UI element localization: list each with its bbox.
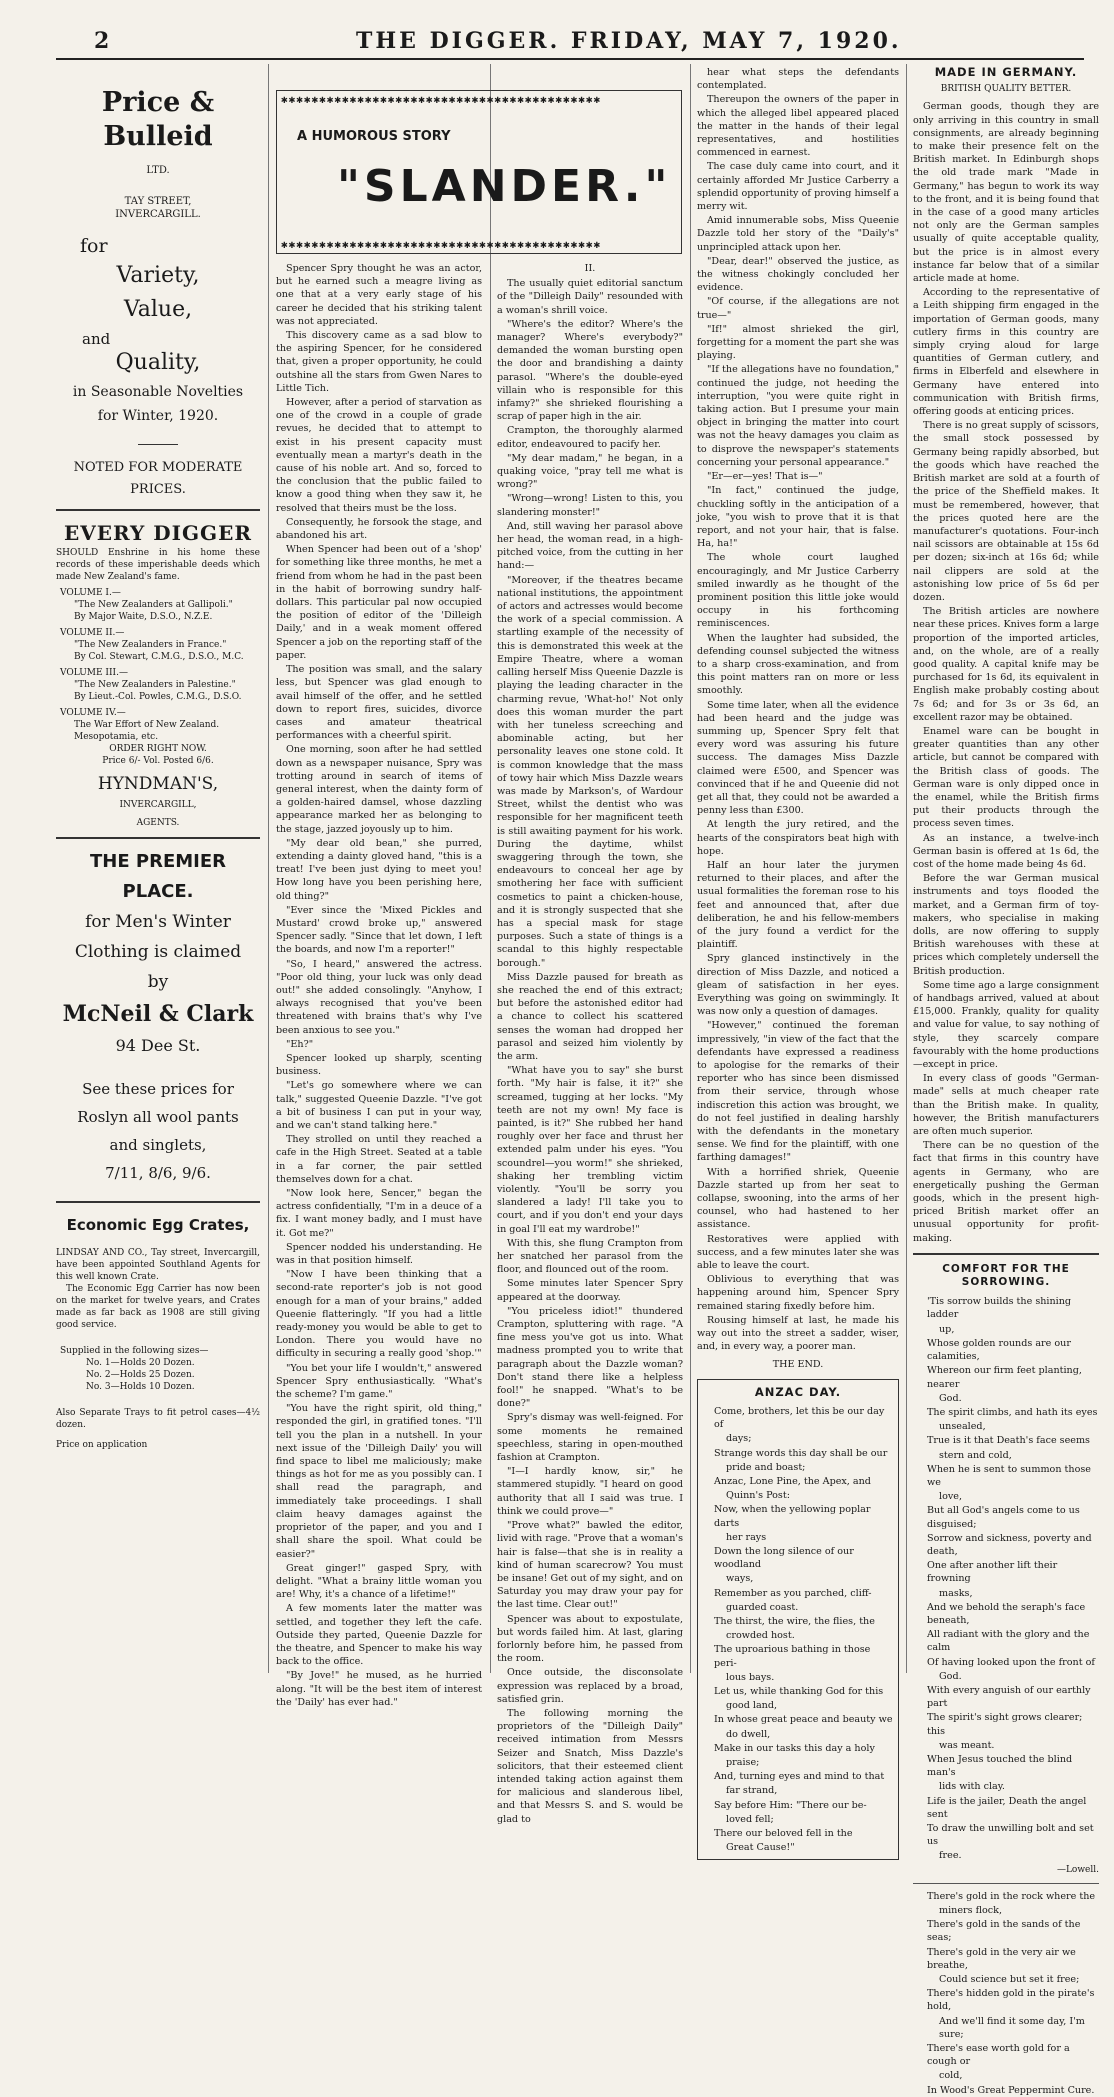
paragraph: "Now look here, Sencer," began the actress confidentially, "I'm in a deuce of a fix. I want money badly, and I must have it. Got me?" <box>276 1188 482 1239</box>
poem-line: When Jesus touched the blind man's <box>927 1753 1073 1779</box>
paragraph: Once outside, the disconsolate expression was replaced by a broad, satisfied grin. <box>497 1667 683 1705</box>
poem-line: pride and boast; <box>726 1461 806 1473</box>
story-end: THE END. <box>772 1358 824 1370</box>
paragraph: hear what steps the defendants contemplated. <box>697 67 899 92</box>
ad-text: and singlets, <box>109 1136 207 1155</box>
paragraph: And, still waving her parasol above her head, the woman read, in a high-pitched voice, from the cutting in her hand:— <box>497 520 683 572</box>
poem-line: There's gold in the rock where the <box>927 1890 1096 1902</box>
ad-text: LINDSAY AND CO., Tay street, Invercargill, have been appointed Southland Agents for this well known Crate. <box>56 1248 260 1283</box>
ad-title: Economic Egg Crates, <box>66 1216 250 1235</box>
paragraph: Great ginger!" gasped Spry, with delight. "What a brainy little woman you are! Why, it's a chance of a lifetime!" <box>276 1562 482 1601</box>
paragraph: The case duly came into court, and it certainly afforded Mr Justice Carberry a splendid opportunity of proving himself a merry wit. <box>697 161 899 213</box>
poem-line: Come, brothers, let this be our day of <box>714 1405 885 1431</box>
price-bulleid-ad <box>56 86 260 501</box>
story-column-2 <box>497 262 683 1825</box>
poem-line: Sorrow and sickness, poverty and death, <box>927 1532 1092 1557</box>
poem-line: The uproarious bathing in those peri- <box>714 1644 871 1669</box>
ad-text: Supplied in the following sizes— <box>60 1346 209 1357</box>
volume-title: "The New Zealanders in France." <box>74 640 227 651</box>
paragraph: "You bet your life I wouldn't," answered Spencer Spry enthusiastically. "What's the scheme? I'm game." <box>276 1362 482 1401</box>
poem-line: lous bays. <box>726 1671 775 1683</box>
volume-heading: VOLUME III.— <box>60 668 128 679</box>
paragraph: "However," continued the foreman impressively, "in view of the fact that the defendants have expressed a readiness to apologise for the remarks of their reporter who has since been dismissed from their service, through whose indiscretion this action was brought, we do not feel justified in dealing harshly with the defendants in the monetary sense. We find for the plaintiff, with one farthing damages!" <box>697 1020 899 1164</box>
volume-entry <box>56 707 260 743</box>
poem-line: cold, <box>939 2070 963 2082</box>
ad-text: Quality, <box>115 350 201 376</box>
poem-line: guarded coast. <box>726 1601 799 1613</box>
ad-prices: 7/11, 8/6, 9/6. <box>105 1164 211 1183</box>
paragraph: "Moreover, if the theatres became national institutions, the appointment of actors and actresses would become the work of a special commission. A startling example of the necessity of this is demonstrated this week at the Empire Theatre, where a woman calling herself Miss Queenie Dazzle is playing the leading character in the charming revue, 'What-ho!' Not only does this woman murder the part with her tuneless screeching and abominable acting, but her personality leaves one stone cold. It is common knowledge that the mass of towy hair which Miss Dazzle wears was made by Markson's, of Wardour Street, whilst the dentist who was responsible for her magnificent teeth is still awaiting payment for his work. During the daytime, whilst swaggering through the town, she endeavours to conceal her age by smothering her face with sufficient cosmetics to paint a chicken-house, and it is strongly suspected that she has a special mask for stage purposes. Such a state of things is a scandal to this highly respectable borough." <box>497 574 683 969</box>
paragraph: With this, she flung Crampton from her snatched her parasol from the floor, and flounced out of the room. <box>497 1237 683 1276</box>
paragraph: "In fact," continued the judge, chuckling softly in the anticipation of a joke, "you wish to prove that it is that report, and not your hair, that is false. Ha, ha!" <box>697 485 899 550</box>
volume-heading: VOLUME IV.— <box>60 708 126 719</box>
ad-address: 94 Dee St. <box>115 1036 201 1056</box>
ad-text: SHOULD Enshrine in his home these records of these imperishable deeds which made New Zealand's fame. <box>56 548 260 583</box>
paragraph: "Ever since the 'Mixed Pickles and Mustard' crowd broke up," answered Spencer sadly. "Since that let down, I left the boards, and now I'm a reporter!" <box>276 904 482 956</box>
paragraph: The whole court laughed encouragingly, and Mr Justice Carberry smiled inwardly as he thought of the prominent position this little joke would occupy in his forthcoming reminiscences. <box>697 552 899 630</box>
poem-line: ways, <box>726 1573 754 1585</box>
ad-text: NOTED FOR MODERATE PRICES. <box>73 460 243 498</box>
volume-title: "The New Zealanders in Palestine." <box>74 680 236 691</box>
size-item: No. 3—Holds 10 Dozen. <box>86 1382 195 1393</box>
paragraph: "So, I heard," answered the actress. "Poor old thing, your luck was only dead out!" she added consolingly. "Anyhow, I always recognised that you've been threatened with brains that's why I've been anxious to see you." <box>276 958 482 1036</box>
poem-line: But all God's angels come to us disguised; <box>927 1505 1080 1530</box>
paragraph: The following morning the proprietors of the "Dilleigh Daily" received intimation from Messrs Seizer and Snatch, Miss Dazzle's solicitors, that their esteemed client intended taking action against them for malicious and slanderous libel, and that Messrs S. and S. would be glad to <box>497 1707 683 1825</box>
volume-author: By Major Waite, D.S.O., N.Z.E. <box>74 612 213 623</box>
story-column-3 <box>697 66 899 1854</box>
right-column <box>913 65 1099 2096</box>
ad-title: THE PREMIER PLACE. <box>89 851 227 903</box>
paragraph: "Let's go somewhere where we can talk," suggested Queenie Dazzle. "I've got a bit of business I can put in your way, and we can't stand talking here." <box>276 1080 482 1131</box>
paragraph: "Eh?" <box>286 1038 314 1050</box>
paragraph: "Er—er—yes! That is—" <box>707 471 823 483</box>
article-subtitle: BRITISH QUALITY BETTER. <box>940 84 1072 95</box>
story-column-1 <box>276 262 482 1708</box>
paragraph: "Of course, if the allegations are not true—" <box>697 296 899 321</box>
paragraph: At length the jury retired, and the hearts of the conspirators beat high with hope. <box>697 819 899 857</box>
poem-line: do dwell, <box>726 1728 771 1740</box>
paragraph: The position was small, and the salary less, but Spencer was glad enough to avail himself of the offer, and he settled down to report fires, suicides, divorce cases and amateur theatrical performances with a cheerful spirit. <box>276 664 482 742</box>
paragraph: According to the representative of a Leith shipping firm engaged in the importation of German goods, many cutlery firms in this country are simply crying aloud for large quantities of German cutlery, and firms in Elberfeld and elsewhere in Germany have entered into communication with British firms, offering goods at enticing prices. <box>913 287 1099 418</box>
size-item: No. 2—Holds 25 Dozen. <box>86 1370 195 1381</box>
premier-place-ad <box>56 847 260 1187</box>
poem-line: good land, <box>726 1700 778 1712</box>
paragraph: In every class of goods "German-made" sells at much cheaper rate than the British make. In quality, however, the British manufacturers are often much superior. <box>913 1073 1099 1138</box>
section-number: II. <box>584 263 596 274</box>
column-rule <box>490 64 491 1673</box>
ad-town: INVERCARGILL, <box>119 800 197 811</box>
paragraph: There can be no question of the fact that firms in this country have agents in Germany, who are energetically pushing the German goods, which in the present high-priced British market offer an unusual opportunity for profit-making. <box>913 1140 1099 1244</box>
poem-line: In whose great peace and beauty we <box>714 1714 893 1726</box>
ad-town: INVERCARGILL. <box>115 209 201 221</box>
poem-line: 'Tis sorrow builds the shining ladder <box>927 1296 1072 1321</box>
masthead <box>56 22 1084 60</box>
paragraph: Restoratives were applied with success, and a few minutes later she was able to leave the court. <box>697 1233 899 1272</box>
ad-text: Price on application <box>56 1440 148 1451</box>
poem-line: The spirit climbs, and hath its eyes <box>927 1406 1098 1418</box>
poem-title: COMFORT FOR THE SORROWING. <box>942 1262 1070 1289</box>
story-title: "SLANDER." <box>337 161 672 212</box>
poem-line: loved fell; <box>726 1813 774 1825</box>
paragraph: With a horrified shriek, Queenie Dazzle started up from her seat to collapse, swooning, into the arms of her counsel, who had hastened to her assistance. <box>697 1166 899 1231</box>
poem-line: crowded host. <box>726 1630 795 1642</box>
poem-line: up, <box>939 1323 955 1335</box>
paragraph: Some time ago a large consignment of handbags arrived, valued at about £15,000. Frankly, quality for quality and value for value, to say nothing of style, they scarcely compare favourably with the home productions—except in price. <box>913 979 1099 1071</box>
poem-line: The thirst, the wire, the flies, the <box>714 1615 875 1627</box>
divider <box>913 1883 1099 1884</box>
paragraph: Rousing himself at last, he made his way out into the street a sadder, wiser, and, in every way, a poorer man. <box>697 1314 899 1353</box>
star-border: ✱✱✱✱✱✱✱✱✱✱✱✱✱✱✱✱✱✱✱✱✱✱✱✱✱✱✱✱✱✱✱✱✱✱✱✱✱✱✱✱✱✱ <box>281 238 602 251</box>
paragraph: The British articles are nowhere near these prices. Knives form a large proportion of the imported articles, and, on the whole, are of a really good quality. A capital knife may be purchased for 1s 6d, its equivalent in English make probably costing about 7s 6d; and for 3s or 3s 6d, an excellent razor may be obtained. <box>913 606 1099 723</box>
ad-text: Roslyn all wool pants <box>77 1108 239 1127</box>
poem-line: Down the long silence of our woodland <box>714 1545 854 1571</box>
poem-line: Whereon our firm feet planting, nearer <box>927 1365 1082 1390</box>
article-title: MADE IN GERMANY. <box>934 65 1078 79</box>
paragraph: However, after a period of starvation as one of the crowd in a couple of grade revues, he decided that to attempt to exist in his present capacity must eventually mean a martyr's death in the cause of his noble art. And so, forced to the conclusion that the public failed to know a good thing when they saw it, he resolved that theirs must be the loss. <box>276 397 482 514</box>
ad-text: Price 6/- Vol. Posted 6/6. <box>102 756 214 767</box>
paragraph: Oblivious to everything that was happening around him, Spencer Spry remained staring fixedly before him. <box>697 1274 899 1312</box>
paragraph: Some minutes later Spencer Spry appeared at the doorway. <box>497 1278 683 1303</box>
ad-text: Also Separate Trays to fit petrol cases—4½ dozen. <box>56 1408 260 1431</box>
paragraph: There is no great supply of scissors, the small stock possessed by Germany being rapidly absorbed, but the goods which have reached the British market are sold at a fourth of the price of the Sheffield makes. It must be remembered, however, that the prices quoted here are the manufacturer's quotations. Four-inch nail scissors are obtainable at 15s 6d per dozen; six-inch at 16s 6d; while nail clippers are sold at the astonishing low price of 5s 6d per dozen. <box>913 420 1099 603</box>
anzac-poem-box <box>697 1379 899 1861</box>
poem-line: Quinn's Post: <box>726 1490 790 1502</box>
paragraph: "Wrong—wrong! Listen to this, you slandering monster!" <box>497 493 683 518</box>
poem-line: stern and cold, <box>939 1449 1012 1461</box>
poem-line: Of having looked upon the front of <box>927 1656 1095 1668</box>
paragraph: "If!" almost shrieked the girl, forgetting for a moment the part she was playing. <box>697 323 899 362</box>
poem-line: God. <box>939 1392 962 1404</box>
ad-text: for <box>80 234 108 257</box>
poem-line: To draw the unwilling bolt and set us <box>927 1823 1094 1848</box>
poem-line: Remember as you parched, cliff- <box>714 1587 872 1599</box>
poem-line: Let us, while thanking God for this <box>714 1685 884 1697</box>
paragraph: "Now I have been thinking that a second-rate reporter's job is not good enough for a man of your brains," added Queenie flatteringly. "If you had a little ready-money you would be able to get to London. There you would have no difficulty in securing a really good 'shop.'" <box>276 1269 482 1360</box>
paragraph: "By Jove!" he mused, as he hurried along. "It will be the best item of interest the 'Daily' has ever had." <box>276 1670 482 1708</box>
paragraph: Consequently, he forsook the stage, and abandoned his art. <box>276 516 482 542</box>
poem-line: unsealed, <box>939 1421 986 1433</box>
egg-crates-ad <box>56 1211 260 1451</box>
story-title-box <box>276 90 682 254</box>
every-digger-ad <box>56 519 260 829</box>
poem-line: far strand, <box>726 1785 778 1797</box>
masthead-title: THE DIGGER. FRIDAY, MAY 7, 1920. <box>356 28 902 54</box>
paragraph: A few moments later the matter was settled, and together they left the cafe. Outside they parted, Queenie Dazzle for the theatre, and Spencer to make his way back to the office. <box>276 1603 482 1668</box>
poem-line: masks, <box>939 1587 973 1599</box>
story-column-3-body <box>697 66 899 1354</box>
ad-text: Clothing is claimed <box>74 942 242 963</box>
poem-line: Make in our tasks this day a holy <box>714 1742 875 1754</box>
poem-line: days; <box>726 1433 752 1445</box>
divider <box>56 1201 260 1203</box>
poem-line: Strange words this day shall be our <box>714 1447 888 1459</box>
anzac-poem <box>700 1405 896 1855</box>
poem-line: There's gold in the sands of the seas; <box>927 1919 1081 1944</box>
ad-address: TAY STREET, <box>124 196 192 208</box>
poem-line: And we behold the seraph's face beneath, <box>927 1601 1086 1626</box>
paragraph: "My dear old bean," she purred, extending a dainty gloved hand, "this is a treat! I've been just dying to meet you! How long have you been perishing here, old thing?" <box>276 837 482 902</box>
paragraph: Thereupon the owners of the paper in which the alleged libel appeared placed the matter in the hands of their legal representatives, and hostilities commenced in earnest. <box>697 94 899 159</box>
paragraph: "Where's the editor? Where's the manager? Where's everybody?" demanded the woman bursting open the door and brandishing a dainty parasol. "Where's the double-eyed villain who is responsible for this infamy?" she shrieked flourishing a scrap of paper high in the air. <box>497 318 683 423</box>
story-kicker: A HUMOROUS STORY <box>297 129 451 144</box>
poem-line: Now, when the yellowing poplar darts <box>714 1504 871 1529</box>
paragraph: "Prove what?" bawled the editor, livid with rage. "Prove that a woman's hair is false—that she is in reality a kind of human scarecrow? You must be insane! Get out of my sight, and on Saturday you may draw your pay for the last time. Clear out!" <box>497 1520 683 1611</box>
poem-line: her rays <box>726 1531 767 1543</box>
volume-entry <box>56 667 260 703</box>
poem-line: Life is the jailer, Death the angel sent <box>927 1795 1087 1820</box>
paragraph: Spry's dismay was well-feigned. For some moments he remained speechless, staring in open-mouthed fashion at Crampton. <box>497 1412 683 1464</box>
ad-text: The Economic Egg Carrier has now been on the market for twelve years, and Crates made as far back as 1908 are still giving good service. <box>56 1284 260 1331</box>
paragraph: When Spencer had been out of a 'shop' for something like three months, he met a friend from whom he had in the past been in the habit of borrowing sundry half-dollars. This particular pal now occupied the position of editor of the 'Dilleigh Daily,' and in a weak moment offered Spencer a job on the reporting staff of the paper. <box>276 544 482 661</box>
paragraph: "I—I hardly know, sir," he stammered stupidly. "I heard on good authority that all I said was true. I think we could prove—" <box>497 1466 683 1517</box>
paragraph: Some time later, when all the evidence had been heard and the judge was summing up, Spencer Spry felt that every word was assuring his future success. The damages Miss Dazzle claimed were £500, and Spencer was convinced that if he and Queenie did not get all that, they could not be awarded a penny less than £300. <box>697 699 899 817</box>
paragraph: "You priceless idiot!" thundered Crampton, spluttering with rage. "A fine mess you've got us into. What madness prompted you to write that paragraph about the Dazzle woman? Don't stand there like a helpless fool!" he snapped. "What's to be done?" <box>497 1305 683 1410</box>
poem-line: There's gold in the very air we breathe, <box>927 1946 1076 1971</box>
story-column-2-body <box>497 277 683 1826</box>
ad-firm-name: McNeil & Clark <box>62 1001 254 1028</box>
ad-text: See these prices for <box>82 1080 234 1099</box>
paragraph: Spencer was about to expostulate, but words failed him. At last, glaring forlornly before him, he passed from the room. <box>497 1613 683 1665</box>
divider <box>138 444 178 445</box>
poem-line: miners flock, <box>939 1905 1002 1917</box>
poem-line: love, <box>939 1491 962 1503</box>
paragraph: "What have you to say" she burst forth. "My hair is false, it it?" she screamed, tugging at her locks. "My teeth are not my own! My face is painted, is it?" She rubbed her hand roughly over her face and thrust her extended palm under his eyes. "You scoundrel—you worm!" she shrieked, shaking her trembling victim violently. "You'll be sorry you slandered a lady! I'll take you to court, and if you don't end your days in goal I'll eat my wardrobe!" <box>497 1065 683 1235</box>
volume-title: The War Effort of New Zealand. <box>74 720 220 731</box>
volume-heading: VOLUME II.— <box>60 628 125 639</box>
gold-verse <box>913 1890 1099 2097</box>
paragraph: Crampton, the thoroughly alarmed editor, endeavoured to pacify her. <box>497 425 683 450</box>
poem-line: God. <box>939 1670 962 1682</box>
volume-entry <box>56 627 260 663</box>
paragraph: Spry glanced instinctively in the direction of Miss Dazzle, and noticed a gleam of satisfaction in her eyes. Everything was going on swimmingly. It was now only a question of damages. <box>697 953 899 1018</box>
size-item: No. 1—Holds 20 Dozen. <box>86 1358 195 1369</box>
paragraph: Spencer looked up sharply, scenting business. <box>276 1052 482 1078</box>
poem-line: All radiant with the glory and the calm <box>927 1629 1090 1654</box>
paragraph: Miss Dazzle paused for breath as she reached the end of this extract; but before the astonished editor had a chance to collect his scattered senses the woman had dropped her parasol and seized him violently by the arm. <box>497 971 683 1062</box>
paragraph: The usually quiet editorial sanctum of the "Dilleigh Daily" resounded with a woman's shrill voice. <box>497 278 683 316</box>
paragraph: Amid innumerable sobs, Miss Queenie Dazzle told her story of the "Daily's" unprincipled attack upon her. <box>697 215 899 253</box>
poem-line: In Wood's Great Peppermint Cure. <box>927 2084 1095 2096</box>
page-number: 2 <box>94 28 110 54</box>
ad-text: in Seasonable Novelties <box>72 384 244 401</box>
ad-title: EVERY DIGGER <box>64 521 252 546</box>
poem-line: Whose golden rounds are our calamities, <box>927 1337 1071 1363</box>
poem-line: Could science but set it free; <box>939 1974 1080 1986</box>
ad-text: and <box>82 329 111 348</box>
ad-firm-name: Price & Bulleid <box>101 87 215 152</box>
volume-heading: VOLUME I.— <box>60 588 121 599</box>
volume-title: "The New Zealanders at Gallipoli." <box>74 600 233 611</box>
paragraph: One morning, soon after he had settled down as a newspaper nuisance, Spry was trotting around in search of items of general interest, when the dainty form of a golden-haired damsel, whose dazzling appearance marked her as belonging to the stage, jazzed joyously up to him. <box>276 744 482 835</box>
poem-line: free. <box>939 1850 962 1862</box>
poem-line: praise; <box>726 1756 760 1768</box>
volume-author: By Col. Stewart, C.M.G., D.S.O., M.C. <box>74 652 244 663</box>
divider <box>56 509 260 511</box>
paragraph: This discovery came as a sad blow to the aspiring Spencer, for he considered that, given a proper opportunity, he could outshine all the stars from Gwen Nares to Little Tich. <box>276 330 482 394</box>
paragraph: Before the war German musical instruments and toys flooded the market, and a German firm of toy-makers, who specialise in making dolls, are now offering to supply British warehouses with these at prices which completely undersell the British production. <box>913 873 1099 977</box>
comfort-poem <box>913 1295 1099 1862</box>
poem-line: Say before Him: "There our be- <box>714 1799 867 1811</box>
ad-text: Value, <box>123 296 193 322</box>
poem-line: With every anguish of our earthly part <box>927 1684 1091 1710</box>
paragraph: Half an hour later the jurymen returned to their places, and after the usual formalities the foreman rose to his feet and announced that, after due deliberation, he and his fellow-members of the jury found a verdict for the plaintiff. <box>697 859 899 951</box>
paragraph: As an instance, a twelve-inch German basin is offered at 1s 6d, the cost of the home made being 4s 6d. <box>913 832 1099 870</box>
poem-line: Anzac, Lone Pine, the Apex, and <box>714 1475 871 1487</box>
poem-line: Great Cause!" <box>726 1842 795 1854</box>
poem-author: —Lowell. <box>1056 1864 1099 1875</box>
column-rule <box>906 64 907 1673</box>
ad-text: AGENTS. <box>136 818 180 829</box>
poem-line: There's ease worth gold for a cough or <box>927 2043 1070 2068</box>
poem-line: True is it that Death's face seems <box>927 1435 1090 1447</box>
poem-line: was meant. <box>939 1739 995 1751</box>
paragraph: "My dear madam," he began, in a quaking voice, "pray tell me what is wrong?" <box>497 452 683 491</box>
ad-firm-name: HYNDMAN'S, <box>97 774 219 795</box>
volume-entry <box>56 587 260 623</box>
ad-text: by <box>147 972 169 993</box>
ad-text: for Men's Winter <box>85 912 231 933</box>
germany-article <box>913 100 1099 1244</box>
ad-text: ORDER RIGHT NOW. <box>109 744 207 755</box>
poem-line: When he is sent to summon those we <box>927 1463 1091 1488</box>
paragraph: Spencer nodded his understanding. He was in that position himself. <box>276 1241 482 1267</box>
paragraph: They strolled on until they reached a cafe in the High Street. Seated at a table in a far corner, the pair settled themselves down for a chat. <box>276 1134 482 1185</box>
poem-line: And we'll find it some day, I'm sure; <box>939 2015 1085 2040</box>
ad-text: Variety, <box>116 262 200 288</box>
paragraph: Enamel ware can be bought in greater quantities than any other article, but cannot be compared with the British class of goods. The German ware is only dipped once in the enamel, while the British firms put their products through the process seven times. <box>913 725 1099 830</box>
paragraph: "Dear, dear!" observed the justice, as the witness chokingly concluded her evidence. <box>697 255 899 294</box>
paragraph: When the laughter had subsided, the defending counsel subjected the witness to a sharp cross-examination, and from this point matters ran on more or less smoothly. <box>697 632 899 697</box>
poem-line: There's hidden gold in the pirate's hold, <box>927 1988 1095 2013</box>
paragraph: German goods, though they are only arriving in this country in small consignments, are already beginning to make their presence felt on the British market. In Edinburgh shops the old trade mark "Made in Germany," has begun to work its way to the front, and it is being found that in the case of a good many articles not only are the German samples usually of quite acceptable quality, but the price is in almost every instance far below that of a similar article made at home. <box>913 101 1099 285</box>
poem-line: One after another lift their frowning <box>927 1560 1058 1585</box>
poem-line: There our beloved fell in the <box>714 1828 853 1839</box>
volume-author: By Lieut.-Col. Powles, C.M.G., D.S.O. <box>74 692 242 703</box>
ad-text: for Winter, 1920. <box>97 408 219 425</box>
ads-column <box>56 66 260 1672</box>
poem-title: ANZAC DAY. <box>754 1384 842 1399</box>
poem-line: The spirit's sight grows clearer; this <box>927 1712 1083 1737</box>
paragraph: "You have the right spirit, old thing," responded the girl, in gratified tones. "I'll tell you the plan in a nutshell. In your next issue of the 'Dilleigh Daily' you will find space to libel me maliciously; make things as hot for me as you possibly can. I shall read the paragraph, and immediately take proceedings. I shall claim heavy damages against the proprietor of the paper, and you and I shall share the spoil. What could be easier?" <box>276 1403 482 1560</box>
divider <box>56 837 260 839</box>
paragraph: "If the allegations have no foundation," continued the judge, not heeding the interruption, "you were quite right in taking action. But I presume your main object in bringing the matter into court was not the heavy damages you claim as to disprove the newspaper's statements concerning your personal appearance." <box>697 364 899 468</box>
ad-ltd: LTD. <box>146 165 170 176</box>
column-rule <box>268 64 269 1673</box>
column-rule <box>690 64 691 1673</box>
divider <box>913 1253 1099 1255</box>
poem-line: And, turning eyes and mind to that <box>714 1771 885 1783</box>
volume-author: Mesopotamia, etc. <box>74 732 159 743</box>
poem-line: lids with clay. <box>939 1781 1005 1793</box>
paragraph: Spencer Spry thought he was an actor, but he earned such a meagre living as one that at a very early stage of his career he decided that his striking talent was not appreciated. <box>276 263 482 327</box>
star-border: ✱✱✱✱✱✱✱✱✱✱✱✱✱✱✱✱✱✱✱✱✱✱✱✱✱✱✱✱✱✱✱✱✱✱✱✱✱✱✱✱✱✱ <box>281 93 602 106</box>
